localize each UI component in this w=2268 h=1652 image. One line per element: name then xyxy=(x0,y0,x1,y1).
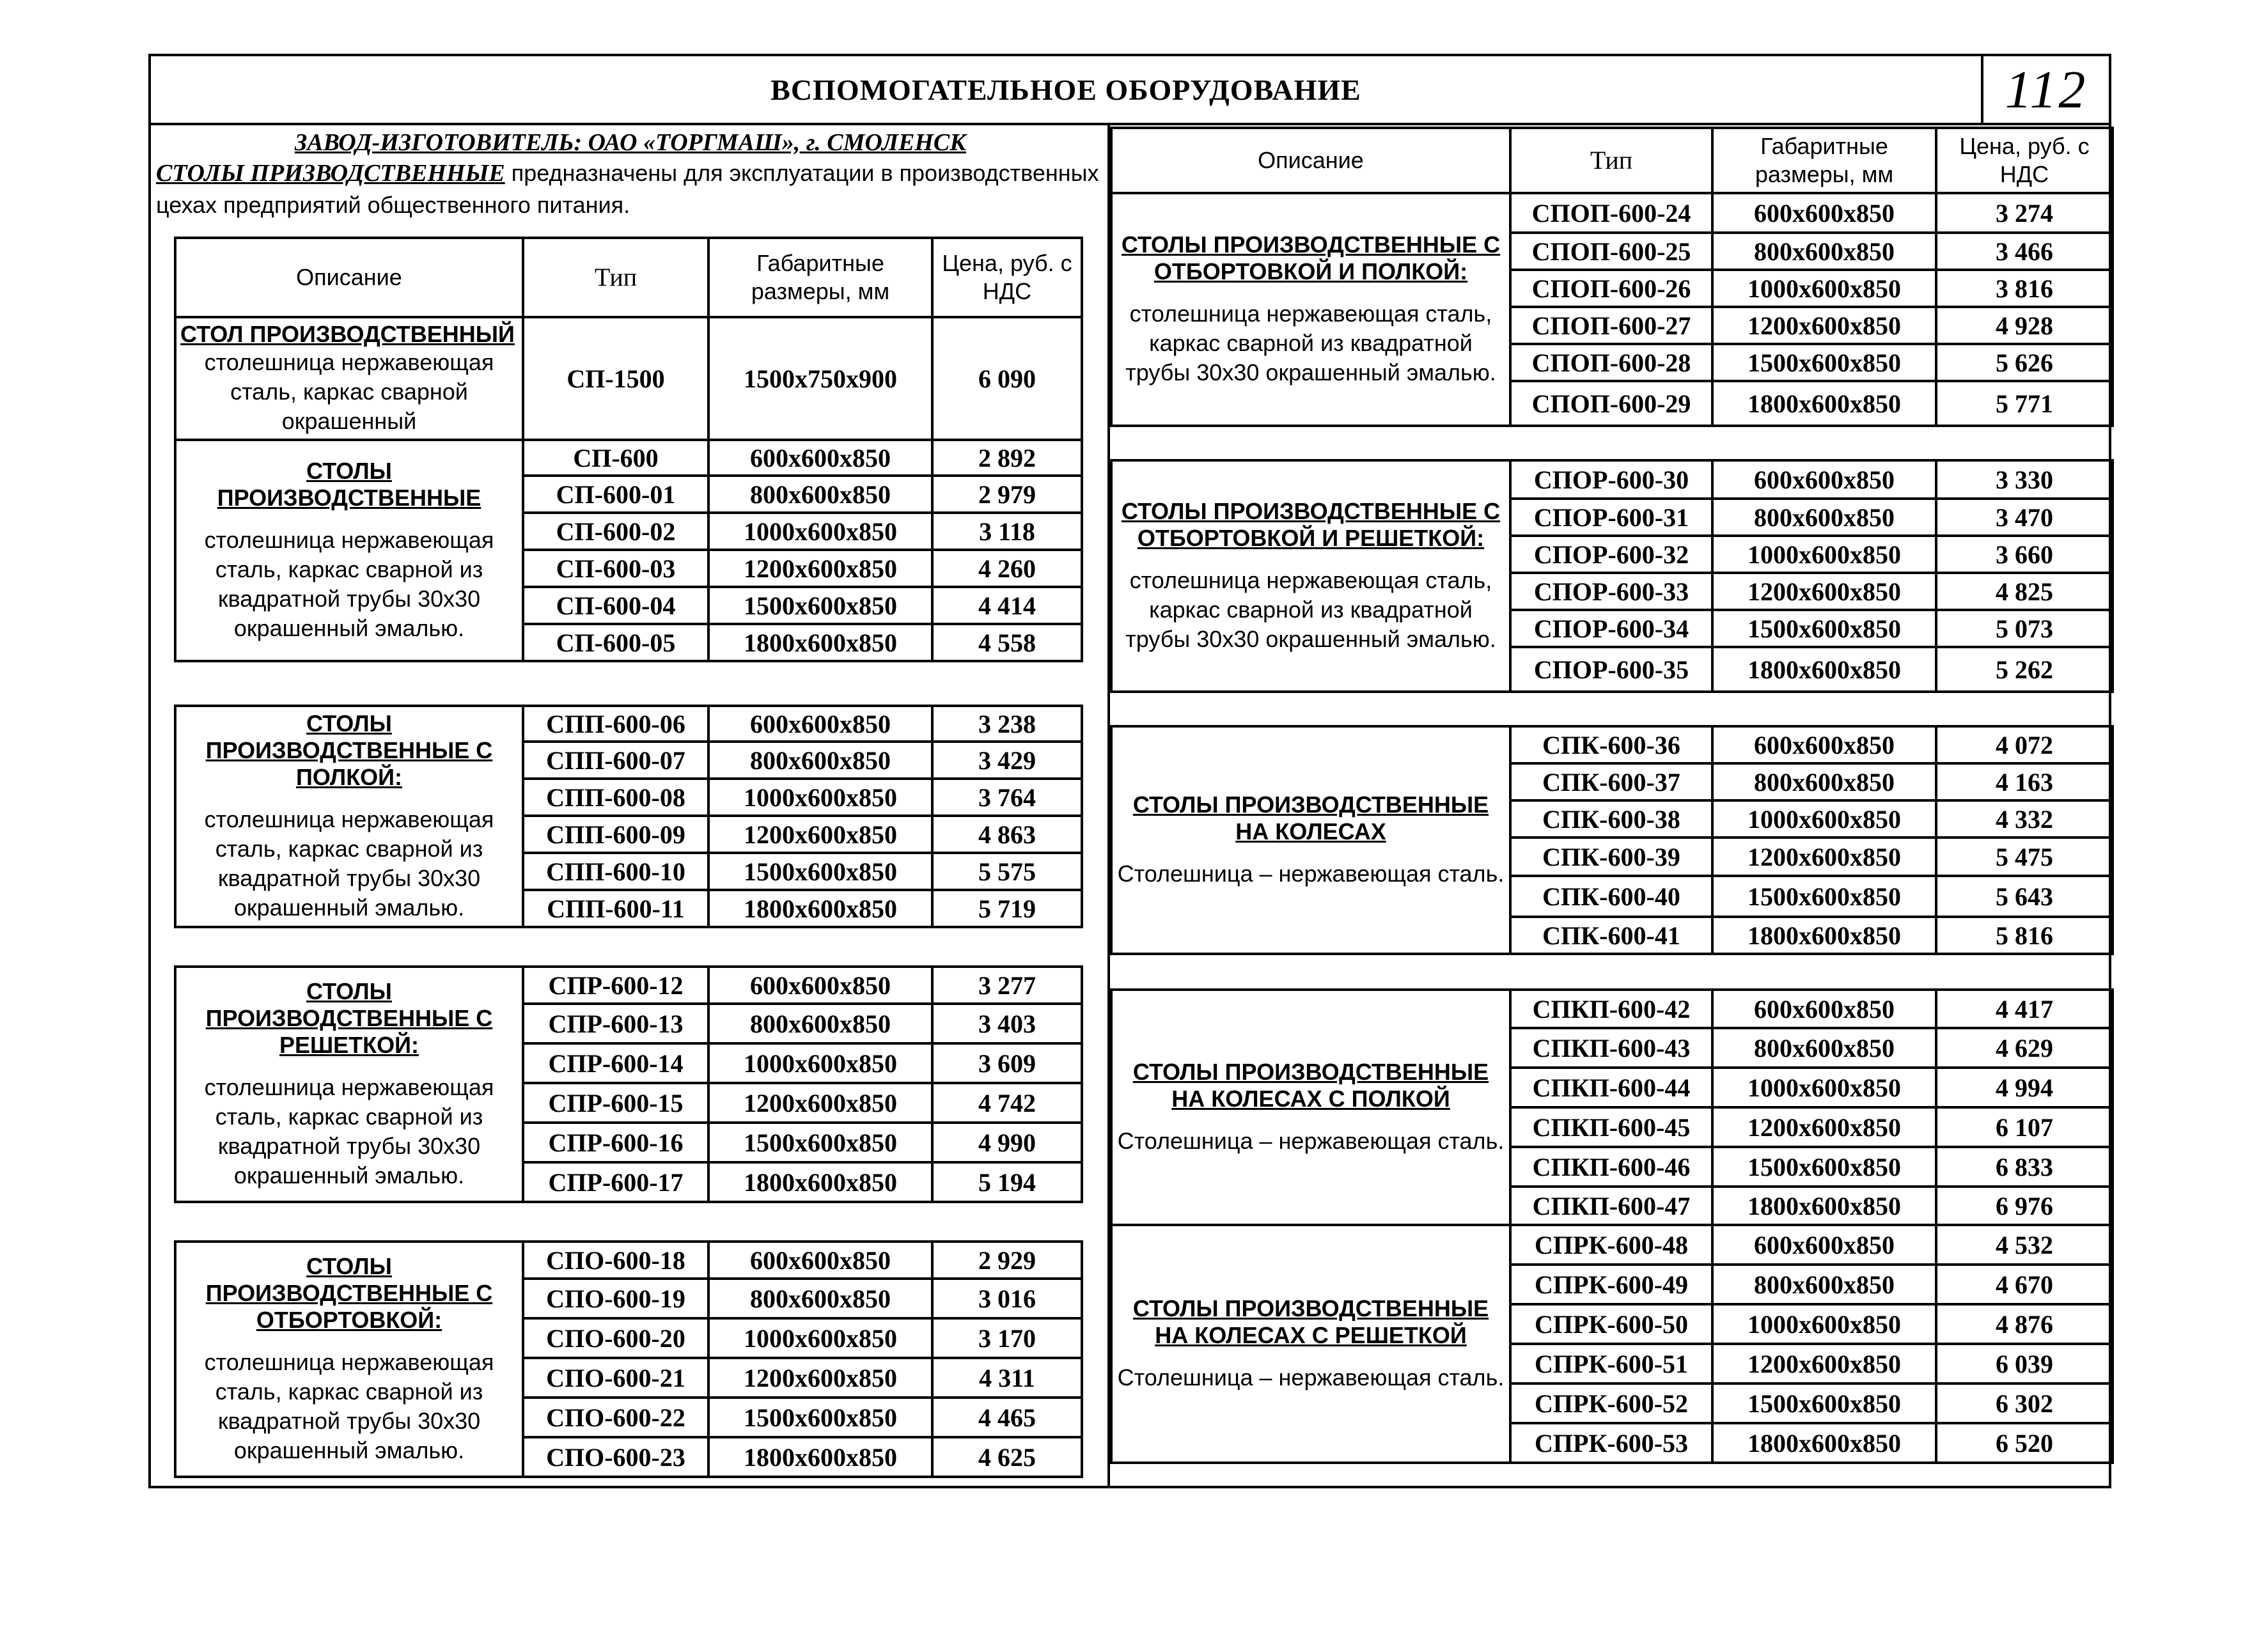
table-row xyxy=(1111,460,2113,499)
model-type: СПП-600-11 xyxy=(523,890,708,927)
price-value: 3 403 xyxy=(932,1004,1082,1043)
model-type: СПРК-600-53 xyxy=(1510,1423,1712,1463)
group-description-cell xyxy=(175,317,523,440)
column-header-price: Цена, руб. с НДС xyxy=(1936,128,2113,193)
group-title: СТОЛЫ ПРОИЗВОДСТВЕННЫЕ НА КОЛЕСАХ С РЕШЕТКОЙ xyxy=(1132,1295,1489,1348)
price-value: 4 311 xyxy=(932,1358,1082,1398)
model-type: СПО-600-21 xyxy=(523,1358,708,1398)
dimensions-value: 1800x600x850 xyxy=(708,1162,932,1202)
model-type: СП-600-03 xyxy=(523,550,708,587)
table-row xyxy=(175,967,1082,1004)
group-description: Столешница – нержавеющая сталь. xyxy=(1117,1364,1505,1391)
model-type: СПО-600-19 xyxy=(523,1279,708,1318)
model-type: СПРК-600-52 xyxy=(1510,1383,1712,1423)
price-value: 2 892 xyxy=(932,440,1082,476)
model-type: СП-600-05 xyxy=(523,624,708,661)
group-title: СТОЛ ПРОИЗВОДСТВЕННЫЙ xyxy=(180,321,515,347)
group-title: СТОЛЫ ПРОИЗВОДСТВЕННЫЕ НА КОЛЕСАХ xyxy=(1132,791,1489,845)
dimensions-value: 1800x600x850 xyxy=(1712,1187,1936,1225)
price-value: 6 833 xyxy=(1936,1147,2113,1187)
table-row xyxy=(175,440,1082,476)
price-value: 4 532 xyxy=(1936,1225,2113,1265)
table-row xyxy=(175,317,1082,440)
dimensions-value: 600x600x850 xyxy=(1712,990,1936,1028)
price-value: 2 979 xyxy=(932,476,1082,513)
group-description-cell xyxy=(175,1242,523,1477)
price-value: 4 414 xyxy=(932,587,1082,624)
dimensions-value: 1200x600x850 xyxy=(708,550,932,587)
table-spacer-row xyxy=(175,927,1082,967)
dimensions-value: 1500x600x850 xyxy=(1712,610,1936,647)
table-spacer-row xyxy=(175,1202,1082,1242)
group-description: Столешница – нержавеющая сталь. xyxy=(1117,1128,1505,1154)
dimensions-value: 1800x600x850 xyxy=(1712,917,1936,954)
model-type: СПО-600-23 xyxy=(523,1437,708,1477)
price-value: 4 629 xyxy=(1936,1028,2113,1068)
dimensions-value: 800x600x850 xyxy=(708,1004,932,1043)
price-value: 5 771 xyxy=(1936,381,2113,426)
model-type: СПОП-600-27 xyxy=(1510,307,1712,344)
dimensions-value: 600x600x850 xyxy=(708,967,932,1004)
model-type: СПРК-600-49 xyxy=(1510,1265,1712,1304)
dimensions-value: 1000x600x850 xyxy=(708,779,932,816)
table-spacer-row xyxy=(1111,426,2113,460)
price-value: 6 090 xyxy=(932,317,1082,440)
price-value: 3 660 xyxy=(1936,536,2113,573)
dimensions-value: 1000x600x850 xyxy=(1712,536,1936,573)
price-value: 3 609 xyxy=(932,1043,1082,1083)
group-description-cell xyxy=(1111,990,1510,1225)
dimensions-value: 800x600x850 xyxy=(1712,499,1936,536)
model-type: СПРК-600-51 xyxy=(1510,1344,1712,1383)
price-value: 3 016 xyxy=(932,1279,1082,1318)
price-value: 4 072 xyxy=(1936,726,2113,763)
dimensions-value: 1200x600x850 xyxy=(1712,1107,1936,1147)
model-type: СПК-600-39 xyxy=(1510,838,1712,876)
price-value: 3 274 xyxy=(1936,193,2113,233)
spacer-cell xyxy=(175,661,1082,706)
model-type: СПО-600-22 xyxy=(523,1398,708,1437)
dimensions-value: 1500x600x850 xyxy=(708,587,932,624)
document-frame xyxy=(148,54,2111,1488)
dimensions-value: 1800x600x850 xyxy=(708,890,932,927)
page-title: ВСПОМОГАТЕЛЬНОЕ ОБОРУДОВАНИЕ xyxy=(770,73,1361,106)
price-value: 6 107 xyxy=(1936,1107,2113,1147)
price-value: 6 302 xyxy=(1936,1383,2113,1423)
model-type: СПОР-600-35 xyxy=(1510,647,1712,692)
dimensions-value: 1200x600x850 xyxy=(1712,573,1936,610)
model-type: СПКП-600-43 xyxy=(1510,1028,1712,1068)
group-description-cell xyxy=(1111,726,1510,954)
price-value: 3 118 xyxy=(932,513,1082,550)
model-type: СПОП-600-25 xyxy=(1510,233,1712,270)
price-value: 6 976 xyxy=(1936,1187,2113,1225)
table-row xyxy=(175,706,1082,742)
price-value: 4 863 xyxy=(932,816,1082,853)
model-type: СПКП-600-42 xyxy=(1510,990,1712,1028)
dimensions-value: 1200x600x850 xyxy=(708,816,932,853)
model-type: СПОР-600-34 xyxy=(1510,610,1712,647)
dimensions-value: 1200x600x850 xyxy=(1712,1344,1936,1383)
model-type: СПКП-600-47 xyxy=(1510,1187,1712,1225)
table-header-row xyxy=(1111,128,2113,193)
dimensions-value: 1000x600x850 xyxy=(1712,1304,1936,1344)
dimensions-value: 1800x600x850 xyxy=(708,624,932,661)
price-value: 3 470 xyxy=(1936,499,2113,536)
price-value: 4 825 xyxy=(1936,573,2113,610)
model-type: СПП-600-09 xyxy=(523,816,708,853)
dimensions-value: 1500x750x900 xyxy=(708,317,932,440)
table-header-row xyxy=(175,238,1082,317)
model-type: СП-600-04 xyxy=(523,587,708,624)
group-title: СТОЛЫ ПРОИЗВОДСТВЕННЫЕ С ПОЛКОЙ: xyxy=(205,710,493,790)
group-title: СТОЛЫ ПРОИЗВОДСТВЕННЫЕ xyxy=(217,458,481,511)
dimensions-value: 1000x600x850 xyxy=(1712,1068,1936,1107)
price-value: 3 816 xyxy=(1936,270,2113,307)
dimensions-value: 1500x600x850 xyxy=(708,853,932,890)
price-value: 2 929 xyxy=(932,1242,1082,1279)
group-description: столешница нержавеющая сталь, каркас сварной из квадратной трубы 30х30 окрашенный эмалью. xyxy=(1125,300,1496,386)
table-row xyxy=(1111,726,2113,763)
dimensions-value: 1500x600x850 xyxy=(1712,1147,1936,1187)
group-description: столешница нержавеющая сталь, каркас сварной из квадратной трубы 30х30 окрашенный эмалью. xyxy=(204,1349,494,1463)
price-value: 5 575 xyxy=(932,853,1082,890)
dimensions-value: 1500x600x850 xyxy=(708,1398,932,1437)
page-number: 112 xyxy=(1981,56,2109,123)
model-type: СПКП-600-45 xyxy=(1510,1107,1712,1147)
model-type: СПОР-600-32 xyxy=(1510,536,1712,573)
price-value: 4 928 xyxy=(1936,307,2113,344)
spacer-cell xyxy=(175,1202,1082,1242)
product-text: предназначены для эксплуатации в производственных цехах предприятий общественного питания. xyxy=(156,160,1099,218)
model-type: СПП-600-07 xyxy=(523,742,708,779)
model-type: СПП-600-08 xyxy=(523,779,708,816)
model-type: СПК-600-38 xyxy=(1510,800,1712,838)
group-title: СТОЛЫ ПРОИЗВОДСТВЕННЫЕ С ОТБОРТОВКОЙ И ПОЛКОЙ: xyxy=(1121,231,1501,284)
dimensions-value: 1000x600x850 xyxy=(708,1043,932,1083)
dimensions-value: 1800x600x850 xyxy=(1712,1423,1936,1463)
group-title: СТОЛЫ ПРОИЗВОДСТВЕННЫЕ С ОТБОРТОВКОЙ: xyxy=(205,1253,493,1333)
price-value: 3 466 xyxy=(1936,233,2113,270)
model-type: СПКП-600-46 xyxy=(1510,1147,1712,1187)
model-type: СПОП-600-24 xyxy=(1510,193,1712,233)
table-spacer-row xyxy=(175,661,1082,706)
price-value: 5 626 xyxy=(1936,344,2113,381)
model-type: СПК-600-36 xyxy=(1510,726,1712,763)
group-description-cell xyxy=(1111,193,1510,426)
model-type: СП-600-02 xyxy=(523,513,708,550)
group-title: СТОЛЫ ПРОИЗВОДСТВЕННЫЕ НА КОЛЕСАХ С ПОЛКОЙ xyxy=(1132,1059,1489,1112)
price-value: 3 330 xyxy=(1936,460,2113,499)
page-header xyxy=(151,56,2109,125)
table-spacer-row xyxy=(1111,954,2113,990)
group-title: СТОЛЫ ПРОИЗВОДСТВЕННЫЕ С ОТБОРТОВКОЙ И РЕШЕТКОЙ: xyxy=(1121,498,1501,551)
group-description-cell xyxy=(175,440,523,661)
price-value: 3 277 xyxy=(932,967,1082,1004)
dimensions-value: 600x600x850 xyxy=(1712,460,1936,499)
price-value: 4 332 xyxy=(1936,800,2113,838)
model-type: СПОР-600-31 xyxy=(1510,499,1712,536)
dimensions-value: 1500x600x850 xyxy=(1712,876,1936,917)
dimensions-value: 800x600x850 xyxy=(708,1279,932,1318)
model-type: СПР-600-13 xyxy=(523,1004,708,1043)
price-value: 4 625 xyxy=(932,1437,1082,1477)
dimensions-value: 600x600x850 xyxy=(708,706,932,742)
model-type: СПК-600-37 xyxy=(1510,763,1712,800)
price-value: 3 170 xyxy=(932,1318,1082,1358)
group-description: столешница нержавеющая сталь, каркас сварной из квадратной трубы 30х30 окрашенный эмалью. xyxy=(204,527,494,641)
price-value: 6 039 xyxy=(1936,1344,2113,1383)
model-type: СПР-600-15 xyxy=(523,1083,708,1123)
model-type: СП-1500 xyxy=(523,317,708,440)
dimensions-value: 600x600x850 xyxy=(708,440,932,476)
group-description: столешница нержавеющая сталь, каркас сварной из квадратной трубы 30х30 окрашенный эмалью. xyxy=(204,1074,494,1188)
manufacturer-line: ЗАВОД-ИЗГОТОВИТЕЛЬ: ОАО «ТОРГМАШ», г. СМОЛЕНСК xyxy=(294,129,967,156)
model-type: СПОП-600-28 xyxy=(1510,344,1712,381)
price-value: 6 520 xyxy=(1936,1423,2113,1463)
model-type: СПОП-600-26 xyxy=(1510,270,1712,307)
table-row xyxy=(1111,193,2113,233)
spacer-cell xyxy=(175,927,1082,967)
price-value: 4 742 xyxy=(932,1083,1082,1123)
model-type: СП-600-01 xyxy=(523,476,708,513)
model-type: СПП-600-06 xyxy=(523,706,708,742)
price-value: 4 465 xyxy=(932,1398,1082,1437)
dimensions-value: 1200x600x850 xyxy=(708,1083,932,1123)
dimensions-value: 1200x600x850 xyxy=(1712,307,1936,344)
model-type: СПР-600-17 xyxy=(523,1162,708,1202)
model-type: СПОР-600-30 xyxy=(1510,460,1712,499)
model-type: СПОР-600-33 xyxy=(1510,573,1712,610)
intro-block xyxy=(155,128,1106,221)
price-value: 5 194 xyxy=(932,1162,1082,1202)
column-header-type: Тип xyxy=(1510,128,1712,193)
group-description: столешница нержавеющая сталь, каркас сварной из квадратной трубы 30х30 окрашенный эмалью. xyxy=(204,806,494,921)
left-price-table xyxy=(174,237,1083,1478)
model-type: СПРК-600-50 xyxy=(1510,1304,1712,1344)
dimensions-value: 1800x600x850 xyxy=(1712,647,1936,692)
dimensions-value: 1500x600x850 xyxy=(1712,1383,1936,1423)
column-header-price: Цена, руб. с НДС xyxy=(932,238,1082,317)
dimensions-value: 1000x600x850 xyxy=(708,1318,932,1358)
dimensions-value: 800x600x850 xyxy=(708,476,932,513)
model-type: СПР-600-12 xyxy=(523,967,708,1004)
dimensions-value: 600x600x850 xyxy=(1712,726,1936,763)
dimensions-value: 800x600x850 xyxy=(1712,763,1936,800)
table-row xyxy=(1111,990,2113,1028)
price-value: 5 073 xyxy=(1936,610,2113,647)
dimensions-value: 1000x600x850 xyxy=(1712,270,1936,307)
model-type: СПКП-600-44 xyxy=(1510,1068,1712,1107)
spacer-cell xyxy=(1111,954,2113,990)
price-value: 5 719 xyxy=(932,890,1082,927)
price-value: 4 990 xyxy=(932,1123,1082,1162)
model-type: СПО-600-20 xyxy=(523,1318,708,1358)
model-type: СПК-600-40 xyxy=(1510,876,1712,917)
price-value: 4 417 xyxy=(1936,990,2113,1028)
column-header-dimensions: Габаритные размеры, мм xyxy=(1712,128,1936,193)
dimensions-value: 600x600x850 xyxy=(1712,193,1936,233)
column-header-type: Тип xyxy=(523,238,708,317)
price-value: 4 994 xyxy=(1936,1068,2113,1107)
column-header-dimensions: Габаритные размеры, мм xyxy=(708,238,932,317)
price-value: 3 238 xyxy=(932,706,1082,742)
price-value: 4 558 xyxy=(932,624,1082,661)
model-type: СПРК-600-48 xyxy=(1510,1225,1712,1265)
group-description-cell xyxy=(1111,460,1510,692)
table-spacer-row xyxy=(1111,692,2113,726)
group-description-cell xyxy=(1111,1225,1510,1463)
model-type: СПП-600-10 xyxy=(523,853,708,890)
column-header-description: Описание xyxy=(1111,128,1510,193)
model-type: СПК-600-41 xyxy=(1510,917,1712,954)
column-header-description: Описание xyxy=(175,238,523,317)
price-value: 4 670 xyxy=(1936,1265,2113,1304)
group-title: СТОЛЫ ПРОИЗВОДСТВЕННЫЕ С РЕШЕТКОЙ: xyxy=(205,978,493,1058)
price-value: 5 643 xyxy=(1936,876,2113,917)
price-value: 4 260 xyxy=(932,550,1082,587)
group-description-cell xyxy=(175,967,523,1202)
dimensions-value: 1200x600x850 xyxy=(708,1358,932,1398)
group-description: столешница нержавеющая сталь, каркас сварной из квадратной трубы 30х30 окрашенный эмалью. xyxy=(1125,567,1496,652)
product-heading: СТОЛЫ ПРИЗВОДСТВЕННЫЕ xyxy=(156,160,505,187)
price-value: 4 163 xyxy=(1936,763,2113,800)
dimensions-value: 600x600x850 xyxy=(708,1242,932,1279)
dimensions-value: 1800x600x850 xyxy=(708,1437,932,1477)
model-type: СП-600 xyxy=(523,440,708,476)
spacer-cell xyxy=(1111,692,2113,726)
table-row xyxy=(175,1242,1082,1279)
price-value: 4 876 xyxy=(1936,1304,2113,1344)
model-type: СПР-600-16 xyxy=(523,1123,708,1162)
dimensions-value: 600x600x850 xyxy=(1712,1225,1936,1265)
dimensions-value: 800x600x850 xyxy=(708,742,932,779)
dimensions-value: 1000x600x850 xyxy=(1712,800,1936,838)
dimensions-value: 1500x600x850 xyxy=(1712,344,1936,381)
right-price-table xyxy=(1110,127,2114,1464)
table-row xyxy=(1111,1225,2113,1265)
dimensions-value: 1000x600x850 xyxy=(708,513,932,550)
dimensions-value: 800x600x850 xyxy=(1712,1265,1936,1304)
price-value: 3 764 xyxy=(932,779,1082,816)
model-type: СПО-600-18 xyxy=(523,1242,708,1279)
dimensions-value: 800x600x850 xyxy=(1712,233,1936,270)
price-value: 5 475 xyxy=(1936,838,2113,876)
price-value: 3 429 xyxy=(932,742,1082,779)
dimensions-value: 1200x600x850 xyxy=(1712,838,1936,876)
group-description: столешница нержавеющая сталь, каркас сварной окрашенный xyxy=(204,349,494,434)
model-type: СПР-600-14 xyxy=(523,1043,708,1083)
group-description-cell xyxy=(175,706,523,927)
price-value: 5 262 xyxy=(1936,647,2113,692)
price-value: 5 816 xyxy=(1936,917,2113,954)
dimensions-value: 1800x600x850 xyxy=(1712,381,1936,426)
dimensions-value: 800x600x850 xyxy=(1712,1028,1936,1068)
product-description xyxy=(155,157,1106,221)
model-type: СПОП-600-29 xyxy=(1510,381,1712,426)
group-description: Столешница – нержавеющая сталь. xyxy=(1117,861,1505,887)
dimensions-value: 1500x600x850 xyxy=(708,1123,932,1162)
spacer-cell xyxy=(1111,426,2113,460)
